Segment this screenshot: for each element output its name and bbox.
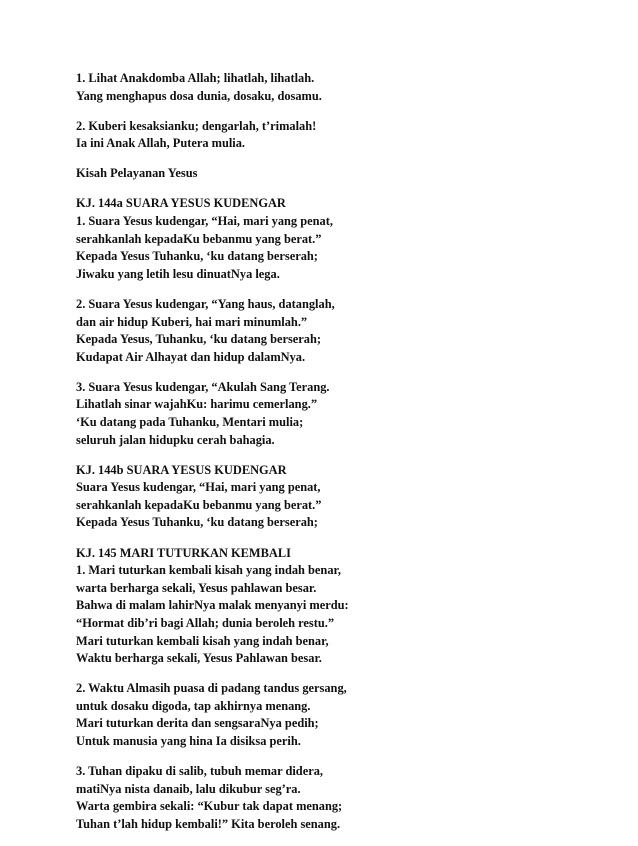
text-line: Yang menghapus dosa dunia, dosaku, dosamu. [76, 88, 322, 103]
text-line: KJ. 144b SUARA YESUS KUDENGAR [76, 462, 287, 477]
text-line: Kudapat Air Alhayat dan hidup dalamNya. [76, 349, 306, 364]
text-line: Warta gembira sekali: “Kubur tak dapat menang; [76, 799, 343, 814]
paragraph [76, 680, 616, 750]
paragraph [76, 545, 616, 668]
text-line: Tuhan t’lah hidup kembali!” Kita beroleh senang. [76, 816, 341, 831]
text-line: Bahwa di malam lahirNya malak menyanyi merdu: [76, 598, 349, 613]
text-line: Kepada Yesus, Tuhanku, ‘ku datang berserah; [76, 332, 322, 347]
text-line: 2. Suara Yesus kudengar, “Yang haus, datanglah, [76, 296, 335, 311]
paragraph [76, 296, 616, 366]
text-line: Mari tuturkan derita dan sengsaraNya pedih; [76, 716, 319, 731]
text-line: serahkanlah kepadaKu bebanmu yang berat.” [76, 231, 322, 246]
document-body [76, 70, 616, 846]
text-line: Untuk manusia yang hina Ia disiksa perih. [76, 734, 301, 748]
text-line: Waktu berharga sekali, Yesus Pahlawan besar. [76, 651, 322, 666]
text-line: Kisah Pelayanan Yesus [76, 166, 198, 181]
text-line: Jiwaku yang letih lesu dinuatNya lega. [76, 266, 280, 281]
text-line: 2. Waktu Almasih puasa di padang tandus gersang, [76, 681, 347, 696]
text-line: untuk dosaku digoda, tap akhirnya menang. [76, 698, 311, 713]
text-line: Lihatlah sinar wajahKu: harimu cemerlang.” [76, 397, 318, 412]
paragraph [76, 70, 616, 105]
text-line: Kepada Yesus Tuhanku, ‘ku datang berserah; [76, 249, 318, 264]
text-line: 1. Mari tuturkan kembali kisah yang indah benar, [76, 563, 341, 578]
text-line: warta berharga sekali, Yesus pahlawan besar. [76, 580, 317, 595]
text-line: KJ. 144a SUARA YESUS KUDENGAR [76, 196, 286, 211]
paragraph [76, 118, 616, 153]
paragraph [76, 195, 616, 283]
paragraph [76, 763, 616, 833]
text-line: 1. Lihat Anakdomba Allah; lihatlah, lihatlah. [76, 71, 315, 85]
text-line: 3. Tuhan dipaku di salib, tubuh memar didera, [76, 764, 323, 779]
text-line: 1. Suara Yesus kudengar, “Hai, mari yang penat, [76, 214, 333, 229]
text-line: seluruh jalan hidupku cerah bahagia. [76, 432, 275, 447]
paragraph [76, 379, 616, 449]
text-line: dan air hidup Kuberi, hai mari minumlah.” [76, 314, 308, 329]
text-line: Mari tuturkan kembali kisah yang indah benar, [76, 633, 329, 648]
text-line: KJ. 145 MARI TUTURKAN KEMBALI [76, 545, 291, 560]
text-line: 2. Kuberi kesaksianku; dengarlah, t’rimalah! [76, 118, 317, 133]
text-line: “Hormat dib’ri bagi Allah; dunia beroleh restu.” [76, 615, 335, 630]
text-line: matiNya nista danaib, lalu dikubur seg’ra. [76, 781, 301, 796]
text-line: Suara Yesus kudengar, “Hai, mari yang penat, [76, 480, 321, 495]
text-line: Kepada Yesus Tuhanku, ‘ku datang berserah; [76, 515, 318, 530]
paragraph [76, 462, 616, 532]
text-line: Ia ini Anak Allah, Putera mulia. [76, 136, 246, 151]
text-line: ‘Ku datang pada Tuhanku, Mentari mulia; [76, 415, 304, 429]
paragraph [76, 165, 616, 183]
text-line: serahkanlah kepadaKu bebanmu yang berat.” [76, 497, 322, 512]
text-line: 3. Suara Yesus kudengar, “Akulah Sang Terang. [76, 379, 330, 394]
